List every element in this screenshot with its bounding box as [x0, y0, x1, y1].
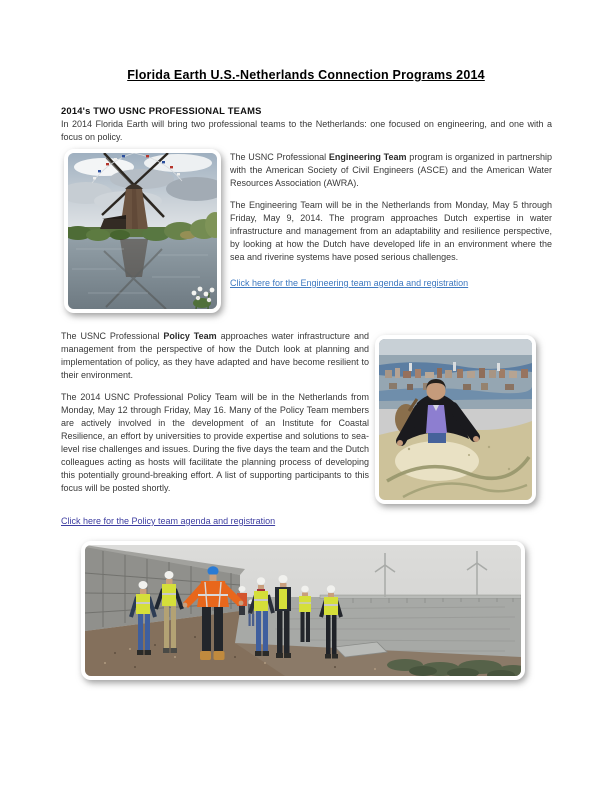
policy-photo: [375, 335, 536, 504]
windmill-illustration: [68, 153, 217, 309]
policy-paragraph-1: The USNC Professional Policy Team approaches water infrastructure and management from the perspective of how the Dutch look at planning and implementation of policy, as they have adapted and have become resilient to their environment.: [61, 331, 369, 380]
windmill-photo: [64, 149, 221, 313]
intro-paragraph: In 2014 Florida Earth will bring two professional teams to the Netherlands: one focused on engineering, and one with a focus on policy.: [61, 119, 552, 142]
engineering-section: [230, 151, 552, 291]
policy-illustration: [379, 339, 532, 500]
policy-section: [61, 330, 369, 504]
section-heading-teams: 2014's TWO USNC PROFESSIONAL TEAMS: [61, 105, 262, 116]
policy-agenda-link[interactable]: Click here for the Policy team agenda and registration: [61, 516, 276, 526]
engineering-paragraph-2: The Engineering Team will be in the Netherlands from Monday, May 5 through Friday, May 9, 2014. The program approaches Dutch expertise in water infrastructure and management from an adaptability and resilience perspective, by looking at how the Dutch have developed life in an environment where the sea and riverine systems have posed serious challenges.: [230, 200, 552, 262]
engineering-paragraph-1: The USNC Professional Engineering Team program is organized in partnership with the American Society of Civil Engineers (ASCE) and the American Water Resources Association (AWRA).: [230, 152, 553, 188]
page-title: Florida Earth U.S.-Netherlands Connection Programs 2014: [127, 68, 485, 82]
site-visit-illustration: [85, 545, 521, 676]
policy-paragraph-2: The 2014 USNC Professional Policy Team will be in the Netherlands from Monday, May 12 through Friday, May 16. Many of the Policy Team members are actively involved in the development of an Institute for Coastal Resilience, an effort by universities to provide expertise and solutions to sea-level rise challenges and issues. During the five days the team and the Dutch colleagues acting as hosts will facilitate the planning process of developing this potentially ground-breaking effort. A list of supporting participants to this focus will be posted shortly.: [61, 392, 369, 493]
site-visit-photo: [81, 541, 525, 680]
engineering-agenda-link[interactable]: Click here for the Engineering team agenda and registration: [230, 278, 469, 288]
